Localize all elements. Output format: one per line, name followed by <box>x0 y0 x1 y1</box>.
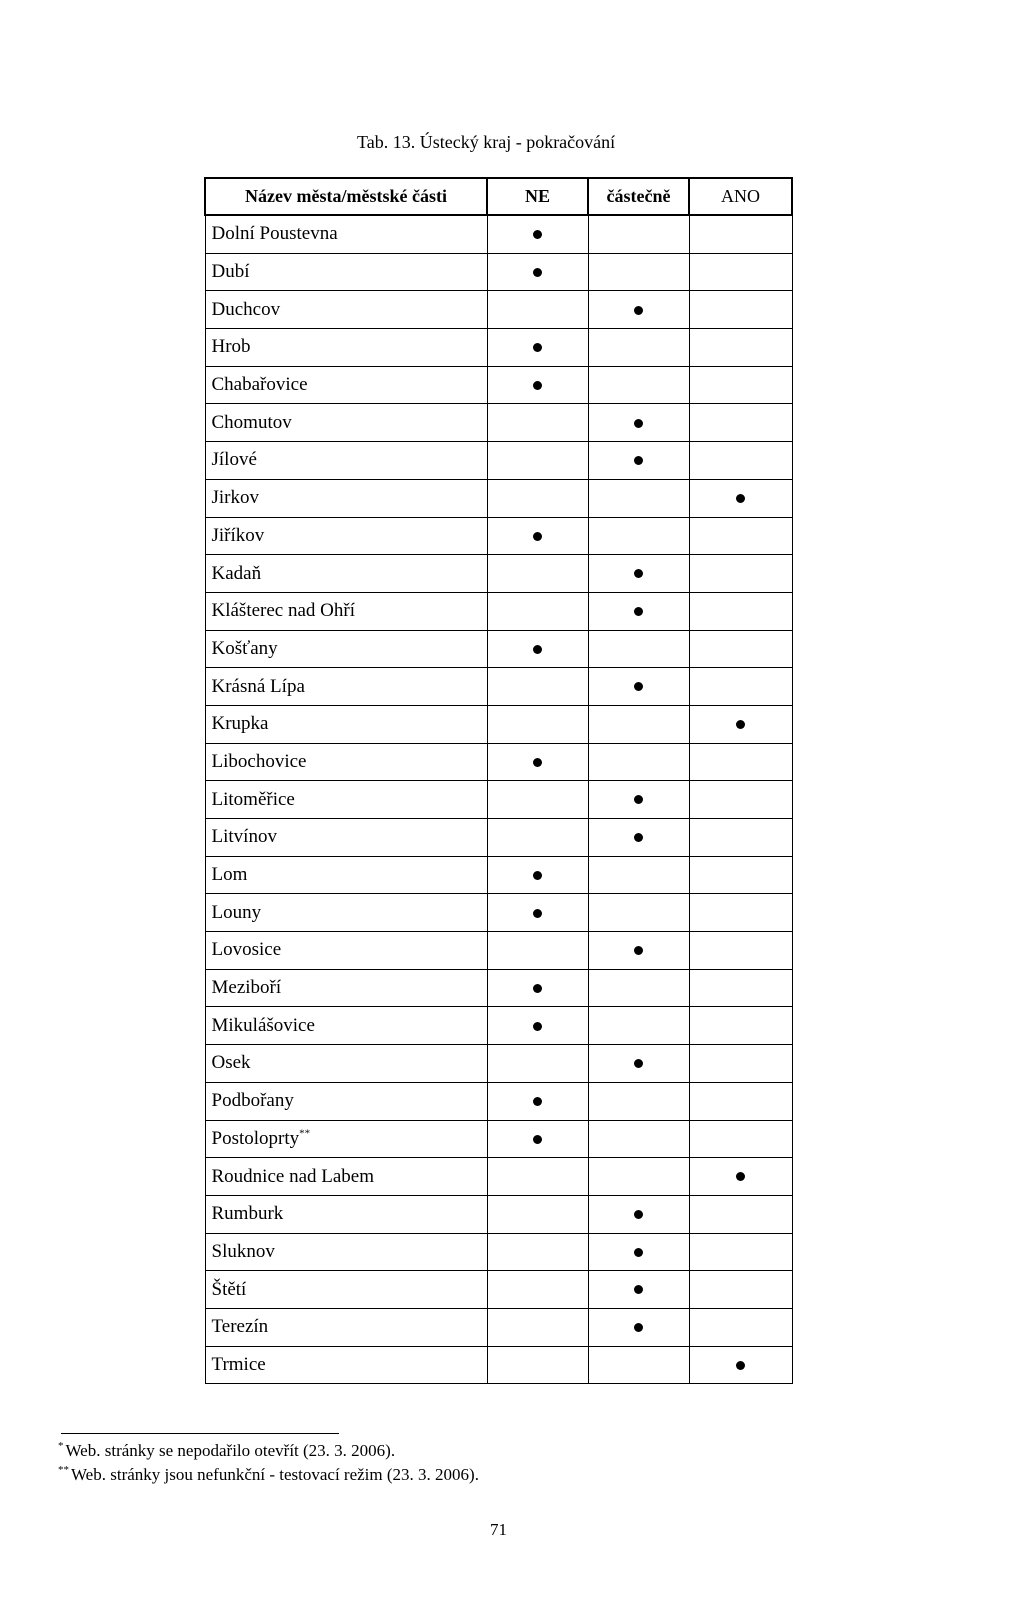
status-cell-ne <box>487 969 588 1007</box>
municipality-name <box>205 1158 487 1196</box>
municipality-name <box>205 442 487 480</box>
table-row <box>205 291 792 329</box>
status-cell-castecne <box>588 1045 689 1083</box>
status-cell-ano <box>689 366 792 404</box>
table-row <box>205 1308 792 1346</box>
footnote-divider <box>61 1433 339 1434</box>
status-cell-ne <box>487 1346 588 1384</box>
status-cell-ano <box>689 819 792 857</box>
municipality-name-text: Sluknov <box>211 1240 275 1262</box>
table-row <box>205 442 792 480</box>
status-cell-ne <box>487 1195 588 1233</box>
bullet-icon <box>533 909 542 918</box>
bullet-icon <box>736 1172 745 1181</box>
municipality-name-text: Dubí <box>211 261 250 283</box>
footnote-marker: * <box>58 1440 64 1453</box>
status-cell-castecne <box>588 630 689 668</box>
status-cell-castecne <box>588 479 689 517</box>
status-cell-ano <box>689 479 792 517</box>
municipality-name <box>205 1120 487 1158</box>
municipality-name-text: Rumburk <box>211 1203 284 1225</box>
bullet-icon <box>533 268 542 277</box>
status-cell-castecne <box>588 404 689 442</box>
table-row <box>205 1195 792 1233</box>
municipality-name <box>205 668 487 706</box>
table-row <box>205 705 792 743</box>
table-row <box>205 969 792 1007</box>
municipality-name <box>205 592 487 630</box>
table-row <box>205 1007 792 1045</box>
status-cell-ano <box>689 1082 792 1120</box>
status-cell-ano <box>689 1308 792 1346</box>
table-row <box>205 517 792 555</box>
footnote-marker: ** <box>58 1464 69 1477</box>
municipality-name-text: Postoloprty <box>211 1127 300 1149</box>
status-cell-ne <box>487 781 588 819</box>
status-cell-castecne <box>588 329 689 367</box>
municipality-name-text: Meziboří <box>211 977 282 999</box>
bullet-icon <box>634 569 643 578</box>
status-cell-ano <box>689 668 792 706</box>
status-cell-castecne <box>588 517 689 555</box>
status-cell-castecne <box>588 1271 689 1309</box>
status-cell-ne <box>487 442 588 480</box>
status-cell-castecne <box>588 1195 689 1233</box>
status-cell-ne <box>487 1082 588 1120</box>
municipality-name <box>205 479 487 517</box>
bullet-icon <box>533 230 542 239</box>
bullet-icon <box>634 682 643 691</box>
status-cell-ano <box>689 969 792 1007</box>
header-ne: NE <box>487 178 588 215</box>
status-cell-ano <box>689 1007 792 1045</box>
bullet-icon <box>533 1135 542 1144</box>
status-cell-ano <box>689 894 792 932</box>
municipality-name-text: Roudnice nad Labem <box>211 1165 375 1187</box>
status-cell-ne <box>487 819 588 857</box>
status-cell-ano <box>689 743 792 781</box>
table-row <box>205 1082 792 1120</box>
status-cell-castecne <box>588 1346 689 1384</box>
status-cell-ano <box>689 592 792 630</box>
table-row <box>205 856 792 894</box>
status-cell-ne <box>487 517 588 555</box>
status-cell-castecne <box>588 555 689 593</box>
status-cell-ne <box>487 630 588 668</box>
table-row <box>205 1271 792 1309</box>
municipality-name-text: Terezín <box>211 1316 269 1338</box>
footnote-text: Web. stránky se nepodařilo otevřít (23. 3. 2006). <box>65 1441 396 1460</box>
municipality-name <box>205 781 487 819</box>
status-cell-ne <box>487 592 588 630</box>
status-cell-ano <box>689 555 792 593</box>
bullet-icon <box>634 946 643 955</box>
table-row <box>205 781 792 819</box>
municipality-name-text: Lovosice <box>211 939 282 961</box>
bullet-icon <box>634 1248 643 1257</box>
municipality-name-text: Dolní Poustevna <box>211 223 338 245</box>
status-cell-castecne <box>588 1120 689 1158</box>
status-cell-castecne <box>588 969 689 1007</box>
municipality-name-text: Libochovice <box>211 750 307 772</box>
municipality-name-text: Krásná Lípa <box>211 675 305 697</box>
status-cell-castecne <box>588 932 689 970</box>
bullet-icon <box>634 607 643 616</box>
status-cell-ne <box>487 1045 588 1083</box>
municipality-name <box>205 819 487 857</box>
bullet-icon <box>533 1022 542 1031</box>
table-header-row <box>205 178 792 215</box>
municipality-name-text: Litvínov <box>211 826 277 848</box>
table-row <box>205 555 792 593</box>
status-cell-ne <box>487 1308 588 1346</box>
municipality-name-text: Louny <box>211 901 262 923</box>
status-cell-ano <box>689 781 792 819</box>
status-cell-ne <box>487 479 588 517</box>
municipality-name-text: Košťany <box>211 637 278 659</box>
table-row <box>205 404 792 442</box>
status-cell-ne <box>487 253 588 291</box>
status-cell-castecne <box>588 819 689 857</box>
municipality-name <box>205 856 487 894</box>
municipality-name-text: Jílové <box>211 449 257 471</box>
municipality-name <box>205 743 487 781</box>
status-cell-ano <box>689 1158 792 1196</box>
status-cell-ne <box>487 555 588 593</box>
status-cell-castecne <box>588 705 689 743</box>
status-cell-ano <box>689 442 792 480</box>
status-cell-castecne <box>588 781 689 819</box>
status-cell-ano <box>689 1045 792 1083</box>
municipality-name-text: Hrob <box>211 336 251 358</box>
status-cell-ano <box>689 517 792 555</box>
municipality-name <box>205 1195 487 1233</box>
municipality-name-text: Chabařovice <box>211 374 308 396</box>
status-cell-ne <box>487 1007 588 1045</box>
status-cell-castecne <box>588 743 689 781</box>
status-cell-ano <box>689 630 792 668</box>
table-row <box>205 1045 792 1083</box>
municipality-name <box>205 1007 487 1045</box>
table-row <box>205 743 792 781</box>
municipality-name <box>205 705 487 743</box>
status-cell-castecne <box>588 1007 689 1045</box>
status-cell-ne <box>487 743 588 781</box>
bullet-icon <box>533 758 542 767</box>
bullet-icon <box>634 1210 643 1219</box>
bullet-icon <box>634 795 643 804</box>
municipality-name-text: Štětí <box>211 1278 247 1300</box>
municipality-name-text: Litoměřice <box>211 788 295 810</box>
status-cell-ano <box>689 1195 792 1233</box>
status-cell-ano <box>689 705 792 743</box>
status-cell-castecne <box>588 894 689 932</box>
status-cell-ne <box>487 894 588 932</box>
status-cell-ne <box>487 1158 588 1196</box>
table-row <box>205 592 792 630</box>
status-cell-castecne <box>588 215 689 253</box>
status-cell-ano <box>689 215 792 253</box>
table-caption: Tab. 13. Ústecký kraj - pokračování <box>357 132 616 152</box>
status-cell-ne <box>487 291 588 329</box>
status-cell-ne <box>487 856 588 894</box>
municipality-name-text: Jirkov <box>211 487 259 509</box>
municipality-name <box>205 291 487 329</box>
bullet-icon <box>736 1361 745 1370</box>
header-name: Název města/městské části <box>205 178 487 215</box>
bullet-icon <box>736 720 745 729</box>
status-cell-ne <box>487 1271 588 1309</box>
status-cell-ne <box>487 668 588 706</box>
table-row <box>205 1346 792 1384</box>
municipality-name-text: Trmice <box>211 1353 266 1375</box>
status-cell-ano <box>689 1120 792 1158</box>
status-cell-castecne <box>588 291 689 329</box>
table-row <box>205 1120 792 1158</box>
bullet-icon <box>533 645 542 654</box>
municipality-name <box>205 1308 487 1346</box>
bullet-icon <box>634 1285 643 1294</box>
status-cell-castecne <box>588 1158 689 1196</box>
municipality-name-text: Podbořany <box>211 1090 294 1112</box>
status-cell-ne <box>487 1120 588 1158</box>
municipality-name-text: Kadaň <box>211 562 262 584</box>
bullet-icon <box>634 456 643 465</box>
status-cell-ne <box>487 705 588 743</box>
status-cell-ano <box>689 932 792 970</box>
table-body <box>205 215 792 1384</box>
municipality-name <box>205 630 487 668</box>
status-cell-castecne <box>588 1308 689 1346</box>
bullet-icon <box>634 1059 643 1068</box>
table-row <box>205 668 792 706</box>
status-cell-ano <box>689 1233 792 1271</box>
status-cell-ano <box>689 856 792 894</box>
bullet-icon <box>634 419 643 428</box>
municipality-name <box>205 366 487 404</box>
footnote-1 <box>58 1441 395 1461</box>
footnote-ref: ** <box>299 1127 311 1140</box>
municipality-name <box>205 1082 487 1120</box>
status-cell-ne <box>487 932 588 970</box>
municipality-name-text: Jiříkov <box>211 524 265 546</box>
bullet-icon <box>533 984 542 993</box>
municipality-name-text: Duchcov <box>211 298 281 320</box>
table-row <box>205 1158 792 1196</box>
bullet-icon <box>634 833 643 842</box>
municipality-name-text: Mikulášovice <box>211 1014 315 1036</box>
municipality-name <box>205 1233 487 1271</box>
status-cell-ne <box>487 404 588 442</box>
table-row <box>205 630 792 668</box>
table-row <box>205 932 792 970</box>
status-cell-ano <box>689 329 792 367</box>
status-cell-castecne <box>588 1082 689 1120</box>
bullet-icon <box>533 381 542 390</box>
bullet-icon <box>634 1323 643 1332</box>
municipality-name <box>205 1346 487 1384</box>
status-cell-ne <box>487 215 588 253</box>
municipality-name <box>205 404 487 442</box>
status-cell-ano <box>689 1271 792 1309</box>
status-cell-ne <box>487 329 588 367</box>
municipality-name <box>205 1271 487 1309</box>
status-cell-ne <box>487 366 588 404</box>
status-cell-ne <box>487 1233 588 1271</box>
bullet-icon <box>736 494 745 503</box>
header-ano: ANO <box>689 178 792 215</box>
bullet-icon <box>634 306 643 315</box>
table-row <box>205 329 792 367</box>
footnote-text: Web. stránky jsou nefunkční - testovací režim (23. 3. 2006). <box>71 1465 479 1484</box>
bullet-icon <box>533 532 542 541</box>
municipality-name <box>205 329 487 367</box>
municipality-name <box>205 555 487 593</box>
municipality-name <box>205 215 487 253</box>
table-row <box>205 215 792 253</box>
municipality-name-text: Osek <box>211 1052 251 1074</box>
municipality-name <box>205 253 487 291</box>
status-cell-castecne <box>588 592 689 630</box>
municipality-name-text: Chomutov <box>211 411 292 433</box>
table-row <box>205 479 792 517</box>
bullet-icon <box>533 871 542 880</box>
status-cell-ano <box>689 404 792 442</box>
municipality-name <box>205 932 487 970</box>
status-cell-castecne <box>588 856 689 894</box>
table-row <box>205 366 792 404</box>
municipality-name-text: Lom <box>211 864 248 886</box>
municipality-name <box>205 894 487 932</box>
table-row <box>205 1233 792 1271</box>
footnote-2 <box>58 1465 479 1485</box>
municipality-name-text: Krupka <box>211 713 269 735</box>
bullet-icon <box>533 1097 542 1106</box>
bullet-icon <box>533 343 542 352</box>
status-cell-ano <box>689 253 792 291</box>
status-cell-castecne <box>588 1233 689 1271</box>
status-cell-castecne <box>588 366 689 404</box>
municipality-name <box>205 969 487 1007</box>
status-cell-ano <box>689 1346 792 1384</box>
page-number: 71 <box>490 1520 507 1539</box>
status-cell-castecne <box>588 668 689 706</box>
table-row <box>205 894 792 932</box>
header-castecne: částečně <box>588 178 689 215</box>
municipality-table <box>204 177 793 1384</box>
table-row <box>205 253 792 291</box>
status-cell-castecne <box>588 442 689 480</box>
municipality-name-text: Klášterec nad Ohří <box>211 600 355 622</box>
status-cell-castecne <box>588 253 689 291</box>
status-cell-ano <box>689 291 792 329</box>
table-row <box>205 819 792 857</box>
municipality-name <box>205 517 487 555</box>
municipality-name <box>205 1045 487 1083</box>
